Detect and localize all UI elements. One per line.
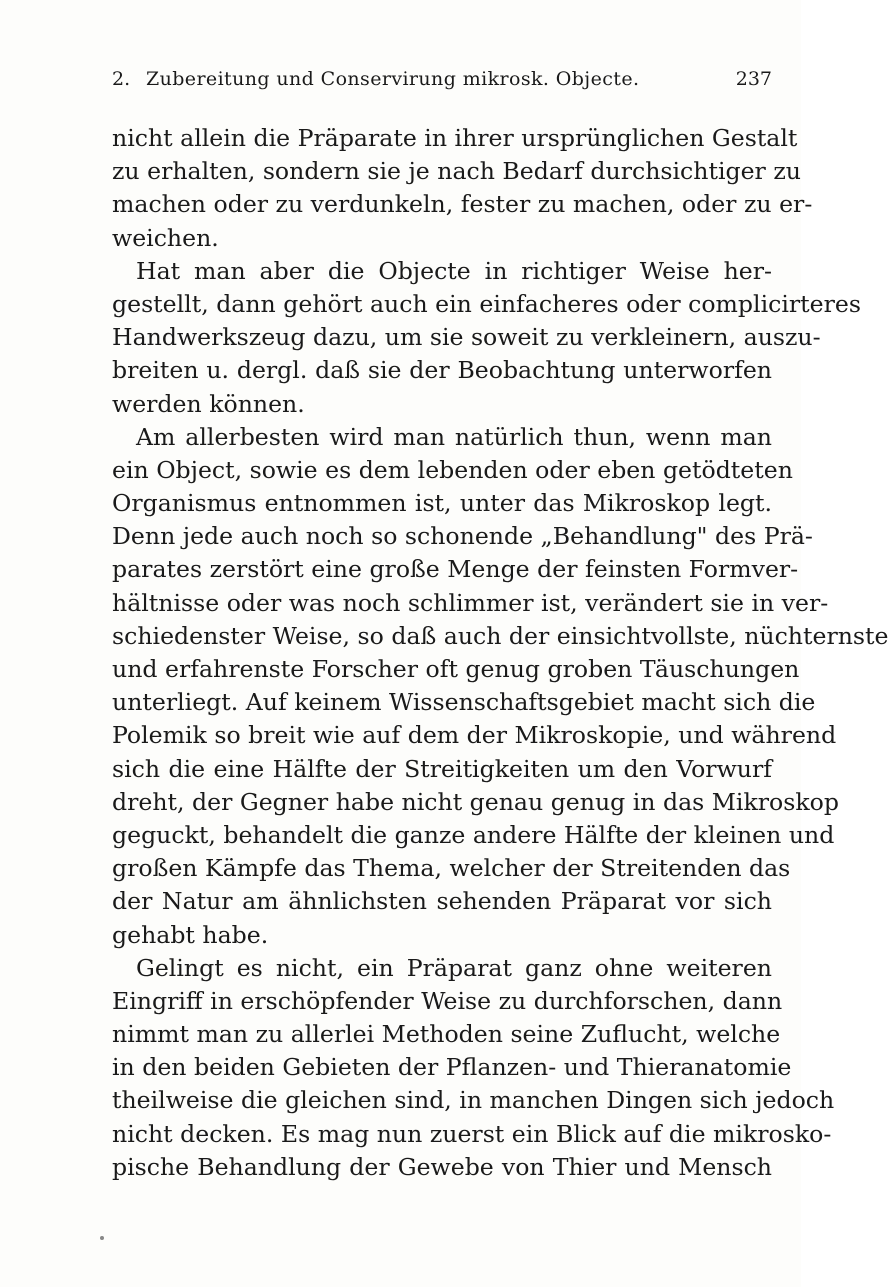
page-number: 237 bbox=[735, 68, 772, 90]
text-line: machen oder zu verdunkeln, fester zu machen, oder zu er- bbox=[112, 190, 813, 219]
text-line: geguckt, behandelt die ganze andere Hälfte der kleinen und bbox=[112, 820, 835, 849]
text-line: nicht allein die Präparate in ihrer ursprünglichen Gestalt bbox=[112, 124, 798, 152]
text-line: Polemik so breit wie auf dem der Mikroskopie, und während bbox=[112, 721, 837, 750]
text-line: Denn jede auch noch so schonende „Behandlung" des Prä- bbox=[112, 522, 813, 551]
text-line: schiedenster Weise, so daß auch der einsichtvollste, nüchternste bbox=[112, 621, 888, 650]
text-line: Am allerbesten wird man natürlich thun, wenn man bbox=[136, 422, 772, 451]
running-head bbox=[112, 60, 772, 100]
text-line: sich die eine Hälfte der Streitigkeiten um den Vorwurf bbox=[112, 754, 772, 783]
text-line: weichen. bbox=[112, 223, 219, 252]
text-line: hältnisse oder was noch schlimmer ist, verändert sie in ver- bbox=[112, 588, 829, 617]
text-line: parates zerstört eine große Menge der feinsten Formver- bbox=[112, 555, 799, 584]
text-line: nicht decken. Es mag nun zuerst ein Blick auf die mikrosko- bbox=[112, 1119, 832, 1148]
text-line: pische Behandlung der Gewebe von Thier und Mensch bbox=[112, 1152, 772, 1181]
text-line: und erfahrenste Forscher oft genug groben Täuschungen bbox=[112, 655, 800, 683]
text-line: Handwerkszeug dazu, um sie soweit zu verkleinern, auszu- bbox=[112, 323, 821, 352]
print-speck bbox=[100, 1236, 104, 1240]
text-line: nimmt man zu allerlei Methoden seine Zuflucht, welche bbox=[112, 1020, 781, 1049]
text-line: unterliegt. Auf keinem Wissenschaftsgebiet macht sich die bbox=[112, 688, 816, 717]
text-line: zu erhalten, sondern sie je nach Bedarf durchsichtiger zu bbox=[112, 157, 801, 186]
text-line: theilweise die gleichen sind, in manchen Dingen sich jedoch bbox=[112, 1086, 835, 1115]
text-line: großen Kämpfe das Thema, welcher der Streitenden das bbox=[112, 854, 791, 883]
text-line: Hat man aber die Objecte in richtiger Weise her- bbox=[136, 256, 772, 285]
text-line: dreht, der Gegner habe nicht genau genug in das Mikroskop bbox=[112, 787, 839, 816]
chapter-number: 2. bbox=[112, 68, 131, 90]
text-line: Organismus entnommen ist, unter das Mikroskop legt. bbox=[112, 489, 772, 518]
text-line: der Natur am ähnlichsten sehenden Präparat vor sich bbox=[112, 887, 772, 916]
text-line: ein Object, sowie es dem lebenden oder eben getödteten bbox=[112, 455, 793, 484]
text-line: gestellt, dann gehört auch ein einfacheres oder complicirteres bbox=[112, 289, 861, 318]
body-text bbox=[112, 122, 888, 1184]
text-line: werden können. bbox=[112, 389, 305, 418]
chapter-title: Zubereitung und Conservirung mikrosk. Objecte. bbox=[146, 68, 640, 90]
text-line: Gelingt es nicht, ein Präparat ganz ohne weiteren bbox=[136, 953, 772, 982]
text-line: gehabt habe. bbox=[112, 920, 269, 949]
text-line: Eingriff in erschöpfender Weise zu durchforschen, dann bbox=[112, 986, 783, 1015]
text-line: breiten u. dergl. daß sie der Beobachtung unterworfen bbox=[112, 356, 772, 385]
text-line: in den beiden Gebieten der Pflanzen- und Thieranatomie bbox=[112, 1053, 792, 1082]
